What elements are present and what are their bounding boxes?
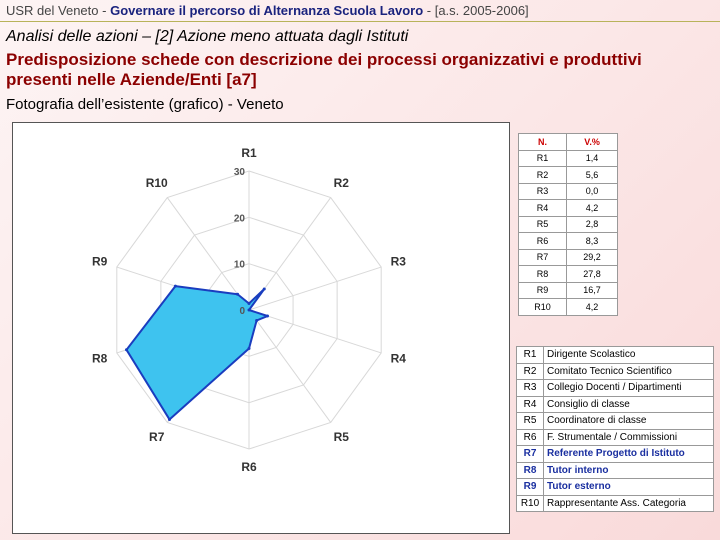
radar-data-point — [248, 309, 251, 312]
values-percent: 4,2 — [567, 200, 618, 217]
values-row — [519, 167, 618, 184]
values-row — [519, 233, 618, 250]
radar-data-point — [266, 315, 269, 318]
legend-row — [517, 380, 714, 397]
values-row — [519, 216, 618, 233]
legend-row — [517, 495, 714, 512]
radar-tick-label: 0 — [239, 306, 245, 317]
legend-code: R7 — [517, 446, 544, 463]
values-percent: 29,2 — [567, 249, 618, 266]
legend-code: R6 — [517, 429, 544, 446]
radar-data-point — [174, 285, 177, 288]
legend-code: R4 — [517, 396, 544, 413]
values-code: R5 — [519, 216, 567, 233]
radar-chart — [12, 122, 510, 534]
values-percent: 16,7 — [567, 282, 618, 299]
values-code: R2 — [519, 167, 567, 184]
values-code: R9 — [519, 282, 567, 299]
values-percent: 1,4 — [567, 150, 618, 167]
header-year: - [a.s. 2005-2006] — [426, 3, 529, 18]
radar-category-label: R7 — [149, 430, 165, 445]
radar-category-label: R6 — [241, 460, 257, 474]
slide-header — [0, 0, 720, 22]
radar-category-label: R5 — [333, 430, 349, 445]
values-percent: 4,2 — [567, 299, 618, 316]
subtitle: Analisi delle azioni – [2] Azione meno attuata dagli Istituti — [6, 28, 409, 45]
radar-category-label: R3 — [390, 254, 406, 269]
legend-row — [517, 413, 714, 430]
radar-category-label: R1 — [241, 146, 257, 160]
radar-series-area — [126, 286, 267, 419]
values-percent: 8,3 — [567, 233, 618, 250]
radar-spoke — [249, 267, 381, 310]
legend-label: Tutor esterno — [544, 479, 714, 496]
values-code: R3 — [519, 183, 567, 200]
values-header-pct: V.% — [567, 134, 618, 151]
legend-code: R1 — [517, 347, 544, 364]
values-code: R1 — [519, 150, 567, 167]
radar-category-label: R9 — [92, 254, 108, 269]
radar-data-point — [168, 418, 171, 421]
legend-row — [517, 429, 714, 446]
values-row — [519, 249, 618, 266]
legend-label: Referente Progetto di Istituto — [544, 446, 714, 463]
values-row — [519, 183, 618, 200]
values-code: R10 — [519, 299, 567, 316]
legend-row — [517, 479, 714, 496]
legend-label: Coordinatore di classe — [544, 413, 714, 430]
legend-table — [516, 346, 714, 512]
legend-code: R2 — [517, 363, 544, 380]
radar-category-label: R4 — [390, 351, 406, 366]
values-percent: 2,8 — [567, 216, 618, 233]
legend-code: R5 — [517, 413, 544, 430]
radar-tick-label: 20 — [233, 213, 245, 225]
legend-label: Consiglio di classe — [544, 396, 714, 413]
caption: Fotografia dell’esistente (grafico) - Veneto — [6, 96, 284, 113]
radar-tick-label: 10 — [233, 259, 245, 271]
legend-label: Dirigente Scolastico — [544, 347, 714, 364]
radar-svg — [13, 123, 511, 535]
values-table — [518, 133, 618, 316]
legend-code: R9 — [517, 479, 544, 496]
legend-code: R8 — [517, 462, 544, 479]
legend-label: Tutor interno — [544, 462, 714, 479]
values-header-n: N. — [519, 134, 567, 151]
values-code: R7 — [519, 249, 567, 266]
radar-category-label: R10 — [145, 175, 168, 190]
legend-label: Comitato Tecnico Scientifico — [544, 363, 714, 380]
radar-data-point — [255, 319, 258, 322]
radar-data-point — [125, 348, 128, 351]
header-title: Governare il percorso di Alternanza Scuola Lavoro — [110, 3, 424, 18]
legend-label: Rappresentante Ass. Categoria — [544, 495, 714, 512]
radar-spoke — [249, 310, 331, 422]
legend-code: R3 — [517, 380, 544, 397]
legend-row — [517, 462, 714, 479]
radar-category-label: R8 — [92, 351, 108, 366]
header-source: USR del Veneto - — [6, 3, 107, 18]
values-code: R4 — [519, 200, 567, 217]
radar-category-label: R2 — [333, 175, 349, 190]
legend-code: R10 — [517, 495, 544, 512]
radar-data-point — [236, 293, 239, 296]
legend-row — [517, 396, 714, 413]
values-code: R6 — [519, 233, 567, 250]
legend-row — [517, 347, 714, 364]
values-table-header — [519, 134, 618, 151]
values-percent: 0,0 — [567, 183, 618, 200]
radar-data-point — [248, 347, 251, 350]
values-row — [519, 150, 618, 167]
legend-row — [517, 446, 714, 463]
legend-label: F. Strumentale / Commissioni — [544, 429, 714, 446]
radar-data-point — [248, 302, 251, 305]
radar-data-point — [263, 288, 266, 291]
values-row — [519, 299, 618, 316]
values-percent: 27,8 — [567, 266, 618, 283]
values-row — [519, 282, 618, 299]
values-row — [519, 200, 618, 217]
values-row — [519, 266, 618, 283]
legend-row — [517, 363, 714, 380]
radar-tick-label: 30 — [233, 167, 245, 178]
values-percent: 5,6 — [567, 167, 618, 184]
values-code: R8 — [519, 266, 567, 283]
heading: Predisposizione schede con descrizione dei processi organizzativi e produttivi presenti nelle Aziende/Enti [a7] — [6, 50, 642, 89]
legend-label: Collegio Docenti / Dipartimenti — [544, 380, 714, 397]
